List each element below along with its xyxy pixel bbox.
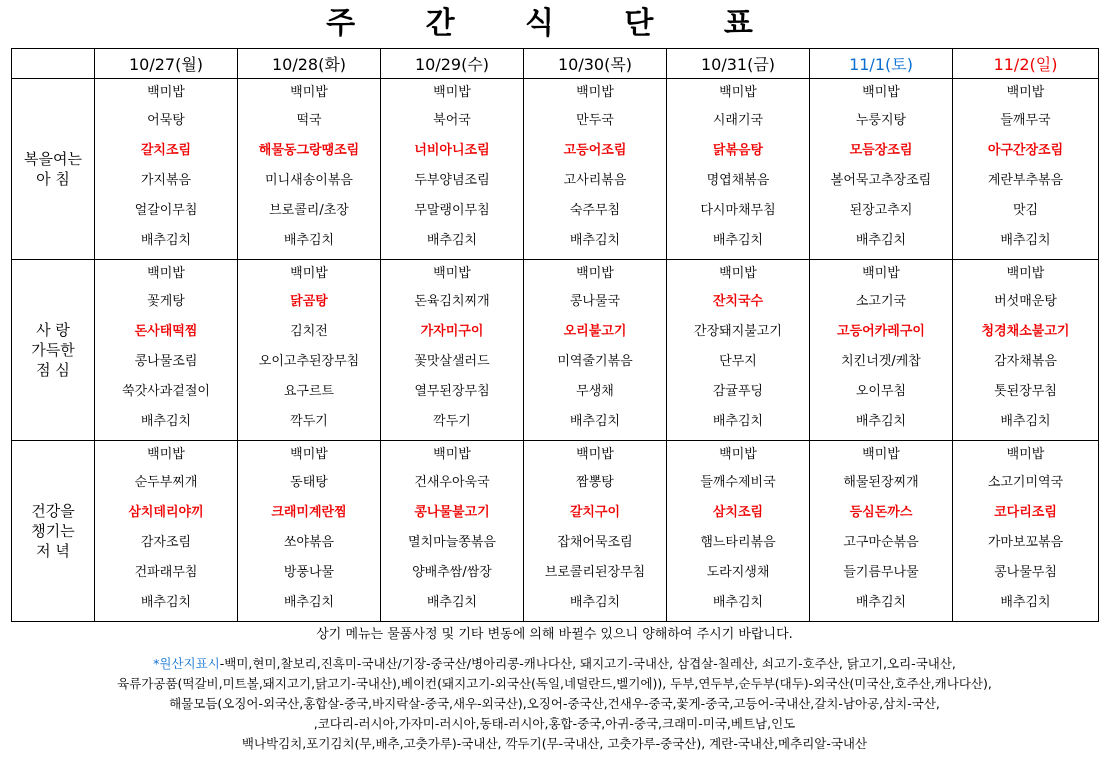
- dish-item: 가지볶음: [140, 173, 192, 188]
- dish-item: 두부양념조림: [414, 173, 490, 188]
- day-menu-cell: [95, 260, 238, 441]
- dish-item: 깍두기: [290, 414, 328, 429]
- day-menu-cell: [667, 79, 810, 260]
- dish-item: 들깨수제비국: [700, 475, 776, 490]
- dish-item: 백미밥: [862, 447, 900, 462]
- dish-item: 백미밥: [147, 447, 185, 462]
- day-menu-cell: [524, 79, 667, 260]
- dish-item: 배추김치: [426, 233, 478, 248]
- dish-item: 김치전: [290, 324, 328, 339]
- corner-cell: [12, 49, 95, 79]
- dish-item: 감귤푸딩: [712, 384, 764, 399]
- day-menu-cell: [381, 260, 524, 441]
- main-dish: 등심돈까스: [849, 505, 913, 520]
- dish-item: 잡채어묵조림: [557, 535, 633, 550]
- dish-item: 브로콜리/초장: [269, 203, 349, 218]
- dish-item: 감자조림: [140, 535, 192, 550]
- main-dish: 삼치조림: [712, 505, 764, 520]
- day-header: 10/28(화): [238, 49, 381, 79]
- main-dish: 아구간장조림: [987, 143, 1064, 158]
- origin-text: -백미,현미,찰보리,진흑미-국내산/기장-중국산/병아리콩-캐나다산, 돼지고기-국내산, 삼겹살-칠레산, 쇠고기-호주산, 닭고기,오리-국내산,: [219, 656, 956, 671]
- main-dish: 오리불고기: [563, 324, 627, 339]
- dish-item: 계란부추볶음: [987, 173, 1064, 188]
- dish-item: 꽃게탕: [147, 294, 185, 309]
- dish-item: 오이고추된장무침: [258, 354, 360, 369]
- main-dish: 크래미계란찜: [271, 505, 347, 520]
- dish-item: 배추김치: [140, 595, 192, 610]
- dish-item: 백미밥: [719, 85, 757, 100]
- day-menu-cell: [381, 441, 524, 622]
- day-menu-cell: [524, 441, 667, 622]
- day-header: 11/2(일): [953, 49, 1099, 79]
- dish-item: 백미밥: [290, 266, 328, 281]
- dish-item: 동태탕: [290, 475, 328, 490]
- dish-item: 치킨너겟/케찹: [841, 354, 921, 369]
- meal-row: [12, 441, 1099, 622]
- dish-item: 돈육김치찌개: [414, 294, 490, 309]
- meal-label: 복을여는 아 침: [12, 79, 95, 260]
- dish-item: 백미밥: [433, 447, 471, 462]
- weekly-menu-table: [11, 48, 1099, 622]
- dish-item: 오이무침: [855, 384, 907, 399]
- dish-item: 배추김치: [140, 233, 192, 248]
- dish-item: 간장돼지불고기: [694, 324, 782, 339]
- day-header: 10/27(월): [95, 49, 238, 79]
- dish-item: 배추김치: [1000, 595, 1051, 610]
- meal-row: [12, 260, 1099, 441]
- dish-item: 햄느타리볶음: [700, 535, 776, 550]
- day-menu-cell: [95, 79, 238, 260]
- main-dish: 갈치조림: [140, 143, 192, 158]
- dish-item: 백미밥: [576, 85, 614, 100]
- origin-label: *원산지표시: [153, 656, 220, 671]
- day-menu-cell: [667, 441, 810, 622]
- dish-item: 짬뽕탕: [576, 475, 614, 490]
- dish-item: 만두국: [576, 113, 614, 128]
- page-title: 주 간 식 단 표: [326, 6, 783, 41]
- origin-info: [10, 654, 1099, 754]
- day-menu-cell: [810, 441, 953, 622]
- main-dish: 잔치국수: [712, 294, 764, 309]
- dish-item: 톳된장무침: [994, 384, 1057, 399]
- main-dish: 갈치구이: [569, 505, 621, 520]
- origin-line: 육류가공품(떡갈비,미트볼,돼지고기,닭고기-국내산),베이컨(돼지고기-외국산(독일,네덜란드,벨기에)), 두부,연두부,순두부(대두)-외국산(미국산,호주산,캐나다산),: [117, 676, 992, 691]
- dish-item: 감자채볶음: [994, 354, 1057, 369]
- dish-item: 백미밥: [576, 447, 614, 462]
- dish-item: 배추김치: [140, 414, 192, 429]
- dish-item: 된장고추지: [849, 203, 913, 218]
- dish-item: 들기름무나물: [843, 565, 919, 580]
- dish-item: 고사리볶음: [563, 173, 627, 188]
- day-menu-cell: [953, 79, 1099, 260]
- dish-item: 요구르트: [283, 384, 335, 399]
- dish-item: 다시마채무침: [700, 203, 776, 218]
- dish-item: 배추김치: [712, 414, 764, 429]
- day-menu-cell: [238, 260, 381, 441]
- day-menu-cell: [667, 260, 810, 441]
- dish-item: 백미밥: [290, 447, 328, 462]
- meal-row: [12, 79, 1099, 260]
- dish-item: 배추김치: [426, 595, 478, 610]
- day-header: 10/30(목): [524, 49, 667, 79]
- dish-item: 얼갈이무침: [134, 203, 198, 218]
- dish-item: 배추김치: [855, 595, 907, 610]
- day-header: 10/29(수): [381, 49, 524, 79]
- dish-item: 쑥갓사과겉절이: [122, 384, 210, 399]
- dish-item: 해물된장찌개: [843, 475, 919, 490]
- dish-item: 숙주무침: [569, 203, 621, 218]
- main-dish: 모듬장조림: [849, 143, 913, 158]
- dish-item: 미역줄기볶음: [557, 354, 633, 369]
- dish-item: 콩나물무침: [994, 565, 1057, 580]
- dish-item: 백미밥: [433, 266, 471, 281]
- dish-item: 소고기미역국: [987, 475, 1064, 490]
- main-dish: 고등어조림: [563, 143, 627, 158]
- dish-item: 순두부찌개: [134, 475, 198, 490]
- day-menu-cell: [524, 260, 667, 441]
- dish-item: 배추김치: [569, 414, 621, 429]
- main-dish: 가자미구이: [420, 324, 484, 339]
- origin-line: 백나박김치,포기김치(무,배추,고춧가루)-국내산, 깍두기(무-국내산, 고춧가루-중국산), 계란-국내산,메추리알-국내산: [241, 736, 868, 751]
- origin-line: ,코다리-러시아,가자미-러시아,동태-러시아,홍합-중국,아귀-중국,크래미-미국,베트남,인도: [313, 716, 796, 731]
- dish-item: 백미밥: [433, 85, 471, 100]
- day-menu-cell: [238, 79, 381, 260]
- dish-item: 백미밥: [1006, 85, 1045, 100]
- dish-item: 어묵탕: [147, 113, 185, 128]
- dish-item: 콩나물국: [569, 294, 621, 309]
- day-menu-cell: [381, 79, 524, 260]
- main-dish: 삼치데리야끼: [128, 505, 204, 520]
- meal-label: 사 랑 가득한 점 심: [12, 260, 95, 441]
- dish-item: 단무지: [719, 354, 757, 369]
- dish-item: 버섯매운탕: [994, 294, 1057, 309]
- dish-item: 열무된장무침: [414, 384, 490, 399]
- dish-item: 백미밥: [719, 266, 757, 281]
- dish-item: 도라지생채: [706, 565, 770, 580]
- dish-item: 고구마순볶음: [843, 535, 919, 550]
- dish-item: 콩나물조림: [134, 354, 198, 369]
- dish-item: 들깨무국: [1000, 113, 1051, 128]
- dish-item: 배추김치: [569, 595, 621, 610]
- dish-item: 백미밥: [147, 85, 185, 100]
- dish-item: 누룽지탕: [855, 113, 907, 128]
- dish-item: 떡국: [296, 113, 322, 128]
- dish-item: 양배추쌈/쌈장: [412, 565, 492, 580]
- dish-item: 백미밥: [576, 266, 614, 281]
- day-menu-cell: [95, 441, 238, 622]
- dish-item: 소고기국: [855, 294, 907, 309]
- day-menu-cell: [953, 260, 1099, 441]
- dish-item: 멸치마늘쫑볶음: [408, 535, 496, 550]
- day-header: 11/1(토): [810, 49, 953, 79]
- dish-item: 배추김치: [1000, 233, 1051, 248]
- main-dish: 너비아니조림: [414, 143, 490, 158]
- dish-item: 백미밥: [290, 85, 328, 100]
- dish-item: 백미밥: [862, 266, 900, 281]
- dish-item: 백미밥: [1006, 266, 1045, 281]
- main-dish: 해물동그랑땡조림: [258, 143, 360, 158]
- dish-item: 건파래무침: [134, 565, 198, 580]
- dish-item: 무생채: [576, 384, 614, 399]
- meal-label: 건강을 챙기는 저 녁: [12, 441, 95, 622]
- main-dish: 닭곰탕: [290, 294, 328, 309]
- dish-item: 깍두기: [433, 414, 471, 429]
- dish-item: 브로콜리된장무침: [544, 565, 646, 580]
- dish-item: 볼어묵고추장조림: [830, 173, 932, 188]
- dish-item: 배추김치: [283, 233, 335, 248]
- origin-line: [10, 654, 1099, 674]
- dish-item: 시래기국: [712, 113, 764, 128]
- day-header-row: [12, 49, 1099, 79]
- dish-item: 배추김치: [855, 233, 907, 248]
- main-dish: 콩나물불고기: [414, 505, 490, 520]
- dish-item: 배추김치: [712, 595, 764, 610]
- dish-item: 쏘야볶음: [283, 535, 335, 550]
- dish-item: 무말랭이무침: [414, 203, 490, 218]
- origin-line: 해물모듬(오징어-외국산,홍합살-중국,바지락살-중국,새우-외국산),오징어-중국산,건새우-중국,꽃게-중국,고등어-국내산,갈치-남아공,삼치-국산,: [169, 696, 940, 711]
- dish-item: 미니새송이볶음: [265, 173, 353, 188]
- main-dish: 청경채소불고기: [981, 324, 1070, 339]
- dish-item: 배추김치: [712, 233, 764, 248]
- dish-item: 배추김치: [1000, 414, 1051, 429]
- dish-item: 백미밥: [862, 85, 900, 100]
- dish-item: 맛김: [1012, 203, 1039, 218]
- day-menu-cell: [810, 79, 953, 260]
- menu-change-notice: 상기 메뉴는 물품사정 및 기타 변동에 의해 바뀔수 있으니 양해하여 주시기 바랍니다.: [316, 627, 793, 642]
- dish-item: 북어국: [433, 113, 471, 128]
- dish-item: 백미밥: [719, 447, 757, 462]
- main-dish: 돈사태떡찜: [134, 324, 198, 339]
- dish-item: 백미밥: [1006, 447, 1045, 462]
- dish-item: 배추김치: [569, 233, 621, 248]
- dish-item: 명엽채볶음: [706, 173, 770, 188]
- day-menu-cell: [238, 441, 381, 622]
- dish-item: 가마보꼬볶음: [987, 535, 1064, 550]
- main-dish: 닭볶음탕: [712, 143, 764, 158]
- main-dish: 코다리조림: [994, 505, 1057, 520]
- main-dish: 고등어카레구이: [837, 324, 925, 339]
- day-menu-cell: [810, 260, 953, 441]
- dish-item: 방풍나물: [283, 565, 335, 580]
- dish-item: 배추김치: [855, 414, 907, 429]
- dish-item: 백미밥: [147, 266, 185, 281]
- day-menu-cell: [953, 441, 1099, 622]
- dish-item: 꽃맛살샐러드: [414, 354, 490, 369]
- dish-item: 건새우아욱국: [414, 475, 490, 490]
- dish-item: 배추김치: [283, 595, 335, 610]
- day-header: 10/31(금): [667, 49, 810, 79]
